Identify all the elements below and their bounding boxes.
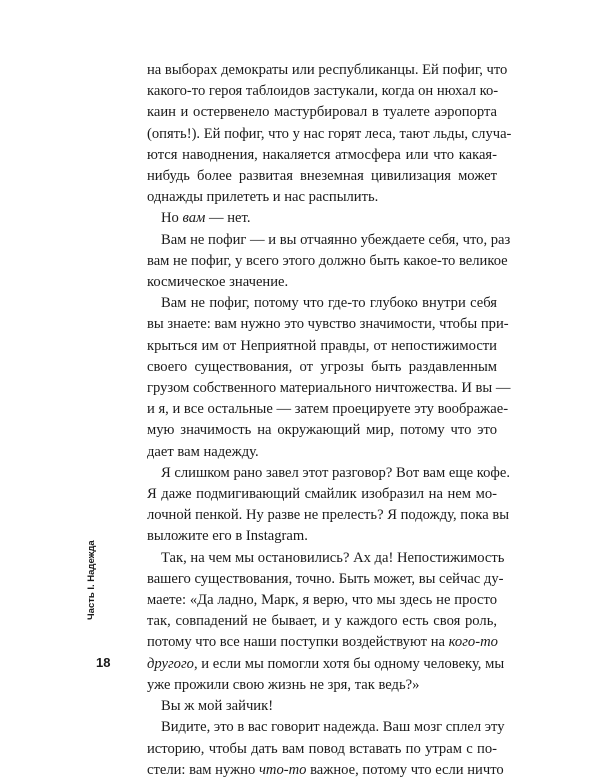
text-line xyxy=(147,654,505,675)
text-line: вы знаете: вам нужно это чувство значимости, чтобы при- xyxy=(147,316,509,333)
text-line: Я даже подмигивающий смайлик изобразил на нем мо- xyxy=(147,486,497,503)
emphasis: кого-то xyxy=(448,634,498,651)
text-line: крыться им от Неприятной правды, от непостижимости xyxy=(147,337,497,354)
paragraph xyxy=(147,696,497,717)
text-line: Вы ж мой зайчик! xyxy=(161,698,274,715)
paragraph xyxy=(147,463,510,548)
text-line: лочной пенкой. Ну разве не прелесть? Я подожду, пока вы xyxy=(147,507,510,524)
text-line: космическое значение. xyxy=(147,274,289,291)
text-line xyxy=(147,632,497,653)
text-run: , и если мы помогли хотя бы одному человеку, мы xyxy=(193,655,505,672)
text-line: и я, и все остальные — затем проецируете эту воображае- xyxy=(147,401,509,418)
text-line: историю, чтобы дать вам повод вставать по утрам с по- xyxy=(147,740,497,757)
text-run: стели: вам нужно xyxy=(147,761,259,778)
paragraph xyxy=(147,208,497,229)
text-line: (опять!). Ей пофиг, что у нас горят леса, тают льды, случа- xyxy=(147,125,512,142)
text-line: Видите, это в вас говорит надежда. Ваш мозг сплел эту xyxy=(161,719,505,736)
emphasis: вам xyxy=(182,210,206,227)
text-line: маете: «Да ладно, Марк, я верю, что мы здесь не просто xyxy=(147,592,497,609)
text-line xyxy=(147,208,497,229)
text-line: своего существования, от угрозы быть раздавленным xyxy=(147,358,497,375)
text-line: так, совпадений не бывает, и у каждого есть своя роль, xyxy=(147,613,497,630)
emphasis: другого xyxy=(147,655,194,672)
paragraph xyxy=(147,293,511,463)
text-line: мую значимость на окружающий мир, потому что это xyxy=(147,422,497,439)
text-line: ются наводнения, накаляется атмосфера или что какая- xyxy=(147,146,497,163)
text-line: какого-то героя таблоидов застукали, когда он нюхал ко- xyxy=(147,83,499,100)
paragraph xyxy=(147,60,512,208)
text-run: потому что все наши поступки воздействуют на xyxy=(147,634,449,651)
text-line: грузом собственного материального ничтожества. И вы — xyxy=(147,380,511,397)
emphasis: что-то xyxy=(258,761,307,778)
text-line: уже прожили свою жизнь не зря, так ведь?» xyxy=(147,676,420,693)
running-head: Часть I. Надежда xyxy=(86,540,97,620)
paragraph xyxy=(147,548,505,696)
paragraph xyxy=(147,230,511,294)
text-line: Вам не пофиг — и вы отчаянно убеждаете себя, что, раз xyxy=(161,231,511,248)
text-line: однажды прилететь и нас распылить. xyxy=(147,189,379,206)
text-line: Я слишком рано завел этот разговор? Вот вам еще кофе. xyxy=(161,464,510,481)
text-line: на выборах демократы или республиканцы. Ей пофиг, что xyxy=(147,62,508,78)
text-run: Но xyxy=(161,210,183,227)
text-line: нибудь более развитая внеземная цивилизация может xyxy=(147,168,497,185)
text-line: Вам не пофиг, потому что где-то глубоко внутри себя xyxy=(161,295,497,312)
text-run: важное, потому что если ничто xyxy=(306,761,504,778)
text-line: вашего существования, точно. Быть может, вы сейчас ду- xyxy=(147,570,504,587)
text-line: вам не пофиг, у всего этого должно быть какое-то великое xyxy=(147,252,508,269)
text-line xyxy=(147,760,504,781)
page-number: 18 xyxy=(96,655,111,670)
text-run: — нет. xyxy=(205,210,251,227)
body-text xyxy=(147,60,512,781)
text-line: выложите его в Instagram. xyxy=(147,528,308,545)
paragraph xyxy=(147,717,505,781)
text-line: дает вам надежду. xyxy=(147,443,259,460)
text-line: каин и остервенело мастурбировал в туалете аэропорта xyxy=(147,104,497,121)
text-line: Так, на чем мы остановились? Ах да! Непостижимость xyxy=(161,549,505,566)
